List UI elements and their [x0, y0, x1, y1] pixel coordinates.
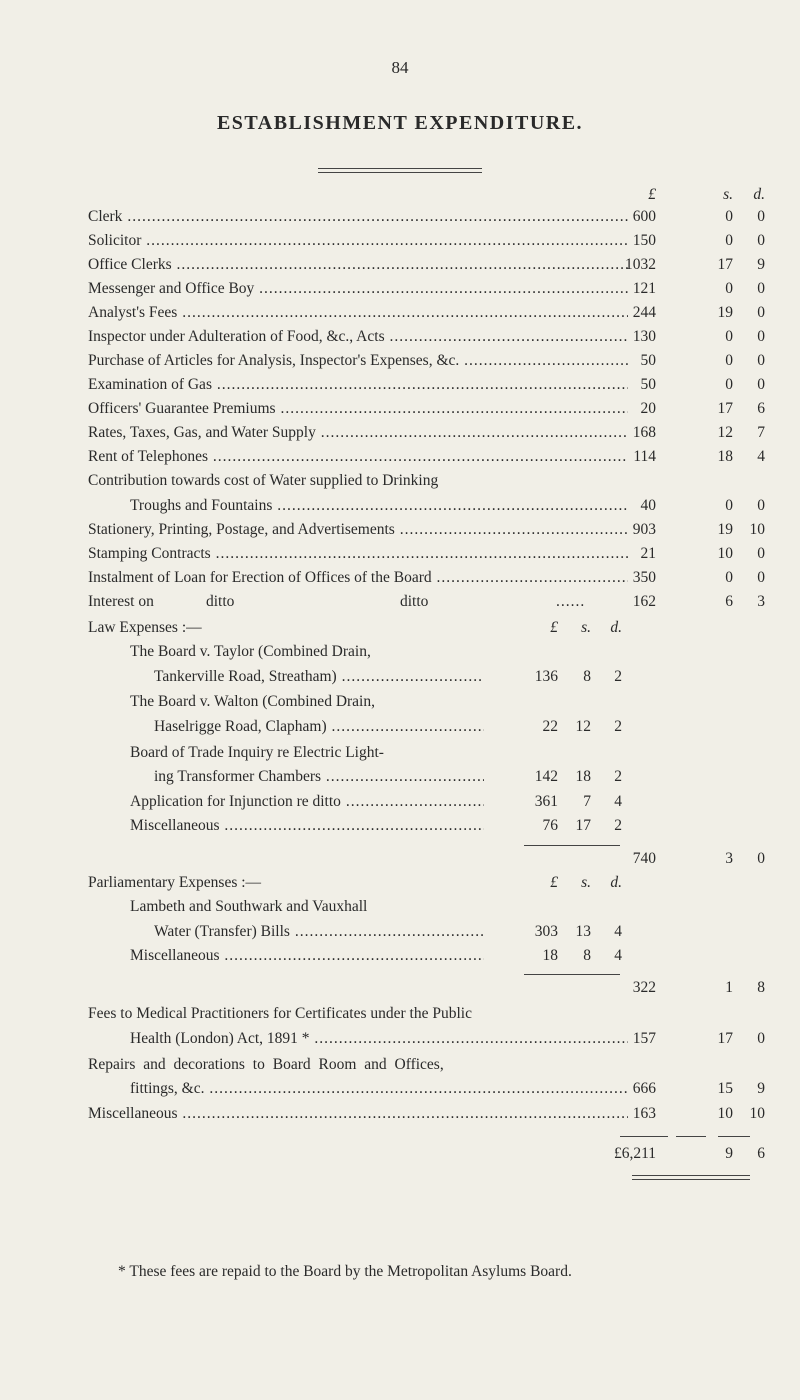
- title-underline-rule: [318, 172, 482, 173]
- amount-pence: 0: [757, 304, 765, 321]
- parliamentary-expenses-heading: [88, 872, 768, 894]
- amount-pence: 0: [757, 376, 765, 393]
- double-rule: [632, 1175, 750, 1176]
- expense-row: [88, 567, 768, 589]
- expense-row: [88, 446, 768, 468]
- expense-label: Purchase of Articles for Analysis, Inspector's Expenses, &c. .....: [88, 350, 628, 372]
- grand-total-pence: 6: [757, 1145, 765, 1162]
- amount-pounds: 1032: [625, 256, 656, 273]
- amount-shillings: 18: [717, 448, 733, 465]
- amount-pence: 0: [757, 208, 765, 225]
- sub-amount-pounds: 76: [542, 817, 558, 834]
- shillings-header: s.: [581, 619, 591, 636]
- sub-amount-pence: 2: [614, 668, 622, 685]
- sub-amount-pounds: 142: [534, 768, 558, 785]
- expense-row: [88, 1028, 768, 1050]
- amount-pounds: 162: [632, 593, 656, 610]
- amount-pence: 4: [757, 448, 765, 465]
- sub-amount-shillings: 17: [575, 817, 591, 834]
- expense-label: Stationery, Printing, Postage, and Advertisements .....: [88, 519, 628, 541]
- amount-pence: 10: [749, 1105, 765, 1122]
- expense-label: Examination of Gas .....: [88, 374, 628, 396]
- amount-pence: 6: [757, 400, 765, 417]
- sub-entry: [88, 945, 768, 967]
- page-number: 84: [391, 58, 409, 77]
- sub-entry: [88, 921, 768, 943]
- pence-header: d.: [753, 186, 765, 203]
- amount-pounds: 244: [632, 304, 656, 321]
- sub-entry: [88, 666, 768, 688]
- sub-amount-pence: 4: [614, 947, 622, 964]
- subtotal-row: [88, 848, 768, 870]
- expense-label: Rates, Taxes, Gas, and Water Supply .....: [88, 422, 628, 444]
- amount-shillings: 17: [717, 400, 733, 417]
- amount-pence: 0: [757, 232, 765, 249]
- sub-entry-label: The Board v. Taylor (Combined Drain,: [130, 643, 371, 660]
- expense-row: [88, 278, 768, 300]
- sub-amount-pounds: 361: [534, 793, 558, 810]
- leader-dots: ......: [556, 593, 586, 610]
- amount-shillings: 3: [725, 850, 733, 867]
- amount-pounds: 666: [632, 1080, 656, 1097]
- pounds-header: £: [550, 874, 558, 891]
- section-heading: Law Expenses :—: [88, 619, 202, 636]
- expense-label: Repairs and decorations to Board Room and Offices,: [88, 1056, 444, 1073]
- title-underline-rule: [318, 168, 482, 169]
- sub-entry-line1: [88, 641, 768, 663]
- amount-shillings: 10: [717, 545, 733, 562]
- sub-amount-shillings: 13: [575, 923, 591, 940]
- expense-label: Rent of Telephones .....: [88, 446, 628, 468]
- expense-row: [88, 398, 768, 420]
- sub-entry-label: Lambeth and Southwark and Vauxhall: [130, 898, 368, 915]
- grand-total-row: [88, 1143, 768, 1165]
- expense-row: [88, 519, 768, 541]
- expense-row: [88, 374, 768, 396]
- expense-row: [88, 206, 768, 228]
- amount-pence: 0: [757, 545, 765, 562]
- sub-amount-pounds: 22: [542, 718, 558, 735]
- amount-shillings: 0: [725, 376, 733, 393]
- amount-pence: 0: [757, 497, 765, 514]
- amount-pence: 0: [757, 1030, 765, 1047]
- expense-row: [88, 1103, 768, 1125]
- amount-pounds: 163: [632, 1105, 656, 1122]
- expense-label: Analyst's Fees .....: [88, 302, 628, 324]
- ditto-text: ditto: [206, 593, 235, 610]
- expense-row-line1: [88, 1003, 768, 1025]
- amount-pounds: 50: [640, 352, 656, 369]
- amount-shillings: 6: [725, 593, 733, 610]
- amount-shillings: 0: [725, 280, 733, 297]
- sub-entry-line1: [88, 691, 768, 713]
- expense-row-line1: [88, 470, 768, 492]
- amount-pounds: 740: [632, 850, 656, 867]
- expense-label: Messenger and Office Boy .....: [88, 278, 628, 300]
- sub-entry-label: Water (Transfer) Bills .....: [154, 921, 484, 943]
- pence-header: d.: [610, 619, 622, 636]
- expense-label: Clerk .....: [88, 206, 628, 228]
- amount-shillings: 17: [717, 1030, 733, 1047]
- sub-amount-pounds: 18: [542, 947, 558, 964]
- amount-shillings: 19: [717, 304, 733, 321]
- ditto-text: ditto: [400, 593, 429, 610]
- column-headers: [88, 184, 768, 206]
- expense-label: Contribution towards cost of Water supplied to Drinking: [88, 472, 439, 489]
- amount-pence: 10: [749, 521, 765, 538]
- amount-pounds: 150: [632, 232, 656, 249]
- amount-pence: 0: [757, 280, 765, 297]
- sub-entry-line1: [88, 896, 768, 918]
- expense-label: Inspector under Adulteration of Food, &c., Acts .....: [88, 326, 628, 348]
- sub-entry: [88, 815, 768, 837]
- sub-entry: [88, 716, 768, 738]
- sub-amount-shillings: 12: [575, 718, 591, 735]
- shillings-header: s.: [723, 186, 733, 203]
- section-heading: Parliamentary Expenses :—: [88, 874, 262, 891]
- footnote: * These fees are repaid to the Board by the Metropolitan Asylums Board.: [118, 1263, 572, 1280]
- subtotal-rule: [524, 845, 620, 846]
- amount-shillings: 19: [717, 521, 733, 538]
- sub-entry-label: Application for Injunction re ditto .....: [130, 791, 484, 813]
- amount-shillings: 1: [725, 979, 733, 996]
- subtotal-row: [88, 977, 768, 999]
- law-expenses-heading: [88, 617, 768, 639]
- sub-amount-shillings: 8: [583, 668, 591, 685]
- sub-amount-pence: 2: [614, 718, 622, 735]
- expense-row: [88, 302, 768, 324]
- amount-pounds: 130: [632, 328, 656, 345]
- amount-pounds: 903: [632, 521, 656, 538]
- expense-row: [88, 326, 768, 348]
- expense-label: Officers' Guarantee Premiums .....: [88, 398, 628, 420]
- expense-label: Solicitor .....: [88, 230, 628, 252]
- pounds-header: £: [648, 186, 656, 203]
- amount-shillings: 0: [725, 208, 733, 225]
- amount-shillings: 0: [725, 232, 733, 249]
- amount-shillings: 10: [717, 1105, 733, 1122]
- amount-pounds: 121: [632, 280, 656, 297]
- amount-pence: 0: [757, 850, 765, 867]
- sub-entry-line1: [88, 742, 768, 764]
- sub-amount-pence: 4: [614, 793, 622, 810]
- amount-shillings: 0: [725, 497, 733, 514]
- amount-pence: 9: [757, 1080, 765, 1097]
- amount-shillings: 0: [725, 352, 733, 369]
- double-rule: [632, 1179, 750, 1180]
- expense-label: fittings, &c. .....: [130, 1078, 628, 1100]
- amount-pounds: 20: [640, 400, 656, 417]
- sub-amount-shillings: 7: [583, 793, 591, 810]
- amount-shillings: 0: [725, 569, 733, 586]
- expense-row: [88, 1078, 768, 1100]
- total-rule: [718, 1136, 750, 1137]
- sub-entry: [88, 791, 768, 813]
- sub-entry-label: The Board v. Walton (Combined Drain,: [130, 693, 375, 710]
- expense-label: Office Clerks .....: [88, 254, 628, 276]
- amount-pounds: 600: [632, 208, 656, 225]
- expense-row: [88, 254, 768, 276]
- pence-header: d.: [610, 874, 622, 891]
- sub-amount-pence: 4: [614, 923, 622, 940]
- expense-label: Troughs and Fountains .....: [130, 495, 628, 517]
- amount-pence: 8: [757, 979, 765, 996]
- amount-pounds: 114: [633, 448, 656, 465]
- amount-pounds: 322: [632, 979, 656, 996]
- sub-amount-pounds: 303: [534, 923, 558, 940]
- sub-entry-label: Haselrigge Road, Clapham) .....: [154, 716, 484, 738]
- expense-row: [88, 591, 768, 613]
- pounds-header: £: [550, 619, 558, 636]
- total-rule: [676, 1136, 706, 1137]
- amount-shillings: 15: [717, 1080, 733, 1097]
- sub-entry: [88, 766, 768, 788]
- expense-label: Health (London) Act, 1891 * .....: [130, 1028, 628, 1050]
- expense-row: [88, 495, 768, 517]
- expense-row: [88, 230, 768, 252]
- expense-row: [88, 422, 768, 444]
- amount-pence: 0: [757, 569, 765, 586]
- sub-entry-label: Miscellaneous .....: [130, 815, 484, 837]
- expense-label: Instalment of Loan for Erection of Offices of the Board .....: [88, 567, 628, 589]
- amount-shillings: 17: [717, 256, 733, 273]
- expense-label: Interest on: [88, 593, 154, 610]
- sub-amount-pounds: 136: [534, 668, 558, 685]
- sub-amount-pence: 2: [614, 768, 622, 785]
- total-rule: [620, 1136, 668, 1137]
- expense-label: Miscellaneous .....: [88, 1103, 628, 1125]
- amount-pounds: 21: [640, 545, 656, 562]
- amount-pounds: 157: [632, 1030, 656, 1047]
- expense-label: Fees to Medical Practitioners for Certificates under the Public: [88, 1005, 472, 1022]
- amount-shillings: 12: [717, 424, 733, 441]
- sub-amount-shillings: 8: [583, 947, 591, 964]
- amount-shillings: 0: [725, 328, 733, 345]
- amount-pounds: 40: [640, 497, 656, 514]
- subtotal-rule: [524, 974, 620, 975]
- sub-entry-label: ing Transformer Chambers .....: [154, 766, 484, 788]
- sub-amount-pence: 2: [614, 817, 622, 834]
- amount-pounds: 50: [640, 376, 656, 393]
- amount-pounds: 350: [632, 569, 656, 586]
- amount-pence: 0: [757, 352, 765, 369]
- sub-amount-shillings: 18: [575, 768, 591, 785]
- amount-pence: 7: [757, 424, 765, 441]
- expense-label: Stamping Contracts .....: [88, 543, 628, 565]
- amount-pence: 0: [757, 328, 765, 345]
- sub-entry-label: Board of Trade Inquiry re Electric Light-: [130, 744, 384, 761]
- amount-pence: 3: [757, 593, 765, 610]
- grand-total-pounds: £6,211: [613, 1145, 656, 1162]
- sub-entry-label: Miscellaneous .....: [130, 945, 484, 967]
- amount-pence: 9: [757, 256, 765, 273]
- page-title: ESTABLISHMENT EXPENDITURE.: [216, 112, 584, 134]
- amount-pounds: 168: [632, 424, 656, 441]
- expense-row: [88, 350, 768, 372]
- expense-row: [88, 543, 768, 565]
- expense-row-line1: [88, 1054, 768, 1076]
- sub-entry-label: Tankerville Road, Streatham) .....: [154, 666, 484, 688]
- shillings-header: s.: [581, 874, 591, 891]
- grand-total-shillings: 9: [725, 1145, 733, 1162]
